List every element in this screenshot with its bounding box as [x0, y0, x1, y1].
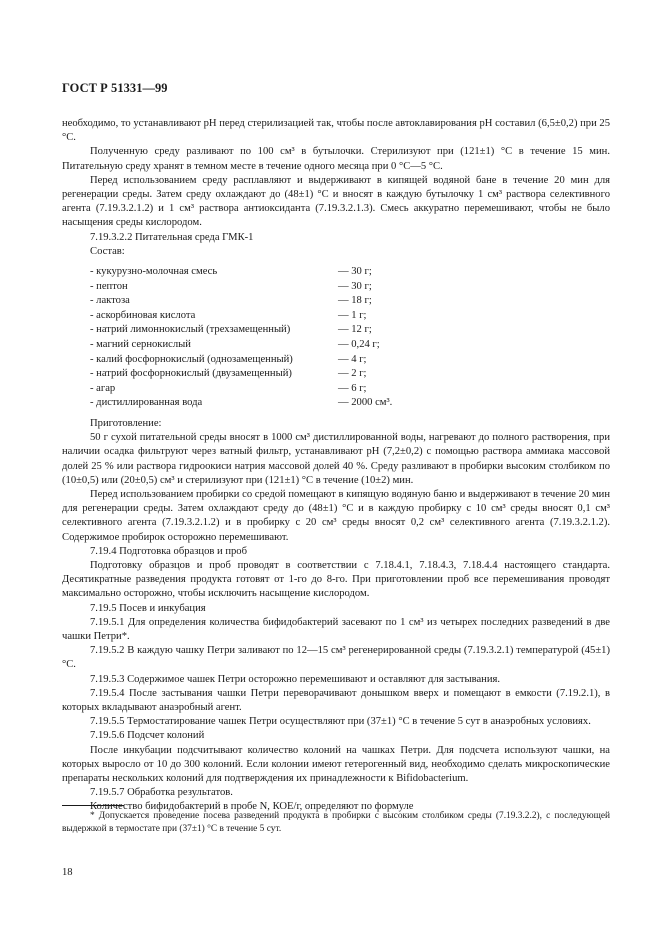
ingredient-amount: — 6 г; — [338, 382, 367, 394]
clause-7-19-5-7-text: Количество бифидобактерий в пробе N, КОЕ/г, определяют по формуле — [90, 801, 414, 813]
ingredient-name: - калий фосфорнокислый (однозамещенный) — [90, 353, 293, 365]
ingredient-row — [62, 338, 610, 353]
ingredient-row — [62, 396, 610, 411]
ingredient-amount: — 30 г; — [338, 266, 372, 278]
footnote-text: * Допускается проведение посева разведений продукта в пробирки с высоким столбиком среды (7.19.3.2.2), с последующей выдержкой в термостате при (37±1) °С в течение 5 сут. — [62, 811, 610, 834]
paragraph-regeneration: Перед использованием среду расплавляют и выдерживают в кипящей водяной бане в течение 20 мин для регенерации среды. Затем среду охлаждают до (48±1) °С и вносят в каждую бутылочку 1 см³ раствора селективного агента (7.19.3.2.1.2) и 1 см³ раствора антиоксиданта (7.19.3.2.1.3). Смесь аккуратно перемешивают, чтобы не было насыщения среды кислородом. — [62, 174, 610, 229]
footnote-divider — [62, 805, 124, 806]
clause-7-19-5-6-heading: 7.19.5.6 Подсчет колоний — [90, 730, 205, 742]
preparation-paragraph-2: Перед использованием пробирки со средой помещают в кипящую водяную баню и выдерживают в течение 20 мин для регенерации среды. Затем охлаждают среду до (48±1) °С и в каждую пробирку с 10 см³ среды вносят 0,1 см³ селективного агента (7.19.3.2.1.2) и в пробирку с 20 см³ среды вносят 0,2 см³ селективного агента (7.19.3.2.1.2). Содержимое пробирок осторожно перемешивают. — [62, 488, 610, 543]
clause-7-19-5-3: 7.19.5.3 Содержимое чашек Петри осторожно перемешивают и оставляют для застывания. — [90, 673, 501, 685]
ingredient-amount: — 18 г; — [338, 295, 372, 307]
ingredient-row — [62, 323, 610, 338]
ingredient-name: - лактоза — [90, 295, 130, 307]
ingredient-amount: — 1 г; — [338, 309, 367, 321]
ingredient-row — [62, 265, 610, 280]
preparation-paragraph-1: 50 г сухой питательной среды вносят в 1000 см³ дистиллированной воды, нагревают до полного растворения, при наличии осадка фильтруют через ватный фильтр, устанавливают pH (7,2±0,2) с помощью раствора аммиака массовой долей 25 % или раствора гидроокиси натрия массовой долей 40 %. Среду разливают в пробирки высоким столбиком по (10±0,5) или (20±0,5) см³ и стерилизуют при (121±1) °С в течение (10±2) мин. — [62, 432, 610, 486]
document-body — [62, 117, 610, 815]
ingredient-name: - натрий лимоннокислый (трехзамещенный) — [90, 324, 291, 336]
section-7-19-4-text: Подготовку образцов и проб проводят в соответствии с 7.18.4.1, 7.18.4.3, 7.18.4.4 настоящего стандарта. Десятикратные разведения продукта готовят от 1-го до 8-го. При приготовлении проб все перемешивания проводят максимально осторожно, чтобы исключить насыщение кислородом. — [62, 560, 610, 600]
ingredient-amount: — 0,24 г; — [338, 339, 380, 350]
ingredient-name: - аскорбиновая кислота — [90, 309, 196, 321]
clause-7-19-5-5: 7.19.5.5 Термостатирование чашек Петри осуществляют при (37±1) °С в течение 5 сут в анаэробных условиях. — [90, 716, 591, 728]
paragraph-continuation: необходимо, то устанавливают pH перед стерилизацией так, чтобы после автоклавирования pH составил (6,5±0,2) при 25 °С. — [62, 118, 610, 144]
page-header: ГОСТ Р 51331—99 — [62, 81, 168, 95]
ingredient-list — [62, 265, 610, 411]
clause-7-19-5-6-text: После инкубации подсчитывают количество колоний на чашках Петри. Для подсчета используют чашки, на которых выросло от 10 до 300 колоний. Если колонии имеют гетерогенный вид, необходимо сделать микроскопические препараты нескольких колоний для подтверждения их принадлежности к Bifidobacterium. — [62, 744, 610, 785]
ingredient-amount: — 2 г; — [338, 368, 367, 380]
ingredient-row — [62, 382, 610, 397]
preparation-label: Приготовление: — [90, 417, 162, 429]
ingredient-amount: — 4 г; — [338, 353, 367, 365]
page-number: 18 — [62, 867, 73, 878]
section-heading-7-19-5: 7.19.5 Посев и инкубация — [90, 602, 206, 614]
ingredient-row — [62, 353, 610, 368]
ingredient-amount: — 30 г; — [338, 280, 372, 292]
section-heading-7-19-3-2-2: 7.19.3.2.2 Питательная среда ГМК-1 — [90, 231, 254, 243]
ingredient-row — [62, 367, 610, 382]
clause-7-19-5-4: 7.19.5.4 После застывания чашки Петри переворачивают донышком вверх и помещают в емкости (7.19.2.1), в которых вкладывают анаэробный агент. — [62, 687, 610, 714]
ingredient-amount: — 2000 см³. — [338, 397, 393, 409]
clause-7-19-5-7-heading: 7.19.5.7 Обработка результатов. — [90, 787, 233, 799]
ingredient-name: - пептон — [90, 280, 128, 292]
clause-7-19-5-2: 7.19.5.2 В каждую чашку Петри заливают по 12—15 см³ регенерированной среды (7.19.3.2.1) температурой (45±1) °С. — [62, 645, 610, 671]
ingredient-amount: — 12 г; — [338, 324, 372, 336]
ingredient-row — [62, 309, 610, 324]
ingredient-name: - агар — [90, 382, 116, 394]
clause-7-19-5-1: 7.19.5.1 Для определения количества бифидобактерий засевают по 1 см³ из четырех последних разведений в две чашки Петри*. — [62, 616, 610, 643]
composition-label: Состав: — [90, 245, 125, 257]
ingredient-row — [62, 294, 610, 309]
ingredient-name: - кукурузно-молочная смесь — [90, 266, 218, 278]
paragraph-sterilization: Полученную среду разливают по 100 см³ в бутылочки. Стерилизуют при (121±1) °С в течение 15 мин. Питательную среду хранят в темном месте в течение одного месяца при 0 °С—5 °С. — [62, 146, 610, 172]
ingredient-name: - дистиллированная вода — [90, 397, 203, 409]
ingredient-name: - магний сернокислый — [90, 339, 191, 350]
section-heading-7-19-4: 7.19.4 Подготовка образцов и проб — [90, 545, 247, 557]
footnote — [62, 810, 610, 835]
ingredient-row — [62, 280, 610, 295]
ingredient-name: - натрий фосфорнокислый (двузамещенный) — [90, 368, 292, 380]
